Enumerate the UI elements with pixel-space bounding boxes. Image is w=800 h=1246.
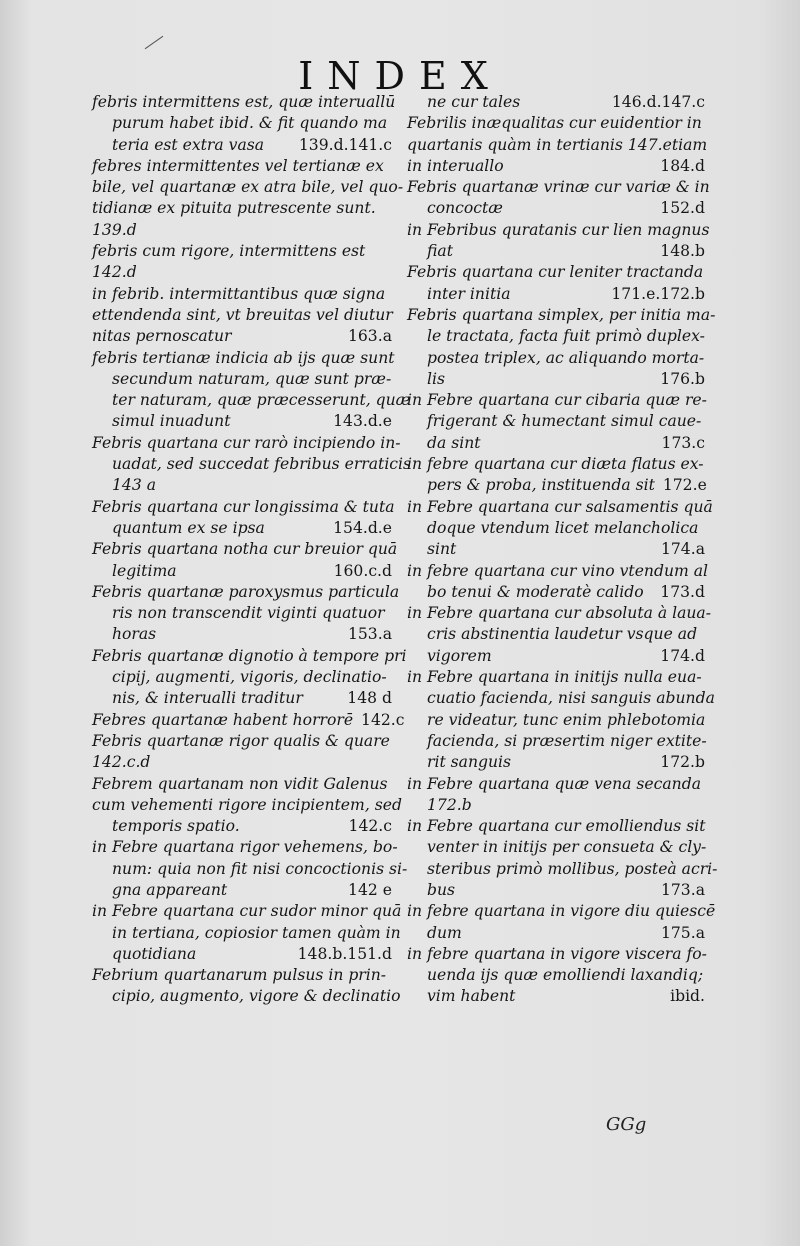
index-text: in Febre quartana cur absoluta à laua-: [407, 604, 711, 623]
index-line: [407, 837, 705, 858]
index-line: [407, 816, 705, 837]
index-text: horas: [112, 625, 157, 644]
index-line: [407, 497, 713, 518]
index-line: [92, 986, 401, 1007]
index-line: [407, 688, 715, 709]
page-reference: 171.e.172.b: [611, 284, 705, 303]
index-text: le tractata, facta fuit primò duplex-: [427, 327, 705, 346]
index-text: cipij, augmenti, vigoris, declinatio-: [112, 668, 387, 687]
index-text: ne cur tales: [427, 93, 521, 111]
page-reference: 142 e: [348, 880, 392, 899]
index-entry: [92, 433, 412, 497]
index-column-left: [92, 92, 412, 1008]
index-entry: [407, 944, 705, 1008]
index-text: steribus primò mollibus, posteà acri-: [427, 859, 718, 878]
index-line: [407, 92, 705, 113]
index-text: fiat: [427, 242, 453, 261]
index-entry: [407, 816, 718, 901]
index-line: [92, 582, 400, 603]
index-column-right: [407, 92, 718, 1008]
index-line: [407, 603, 711, 624]
index-line: [92, 539, 398, 560]
page-reference: 146.d.147.c: [611, 93, 705, 111]
index-text: inter initia: [427, 284, 511, 303]
index-line: [92, 965, 392, 986]
index-text: Febris quartana cur longissima & tuta: [92, 497, 395, 516]
index-text: febres intermittentes vel tertianæ ex: [92, 156, 384, 175]
index-line: [407, 113, 705, 134]
page-reference: 173.a: [660, 880, 705, 899]
index-text: in Febre quartana rigor vehemens, bo-: [92, 838, 398, 857]
index-line: [92, 156, 392, 177]
index-text: 139.d: [92, 220, 137, 239]
index-line: [92, 241, 392, 262]
index-text: num: quia non fit nisi concoctionis si-: [112, 859, 408, 878]
index-entry: [407, 177, 710, 220]
index-line: [407, 262, 705, 283]
index-line: [407, 156, 705, 177]
index-entry: [407, 220, 710, 263]
index-text: dum: [427, 923, 462, 942]
index-text: in febre quartana cur vino vtendum al: [407, 561, 709, 580]
index-entry: [92, 901, 402, 965]
index-line: [92, 326, 392, 347]
index-text: in Febre quartana cur salsamentis quā: [407, 497, 713, 516]
index-line: [407, 731, 705, 752]
index-line: [407, 624, 705, 645]
index-text: gna appareant: [112, 880, 228, 899]
index-line: [407, 986, 705, 1007]
index-line: [407, 454, 705, 475]
index-text: cipio, augmento, vigore & declinatio: [112, 987, 401, 1006]
index-line: [407, 795, 705, 816]
index-text: Febrium quartanarum pulsus in prin-: [92, 966, 387, 985]
index-text: pers & proba, instituenda sit: [427, 476, 655, 495]
index-line: [407, 241, 705, 262]
index-text: 142.d: [92, 263, 137, 282]
index-entry: [92, 497, 395, 540]
page-reference: 143.d.e: [333, 412, 392, 431]
index-line: [92, 411, 392, 432]
index-text: nitas pernoscatur: [92, 327, 232, 346]
index-text: venter in initijs per consueta & cly-: [427, 838, 707, 857]
index-text: in Febre quartana cur sudor minor quā: [92, 902, 402, 921]
index-line: [92, 497, 395, 518]
index-text: frigerant & humectant simul caue-: [427, 412, 702, 431]
index-line: [92, 92, 396, 113]
index-line: [407, 518, 705, 539]
index-text: rit sanguis: [427, 753, 512, 772]
index-line: [92, 348, 395, 369]
index-line: [407, 348, 705, 369]
index-text: bus: [427, 880, 456, 899]
index-line: [92, 752, 392, 773]
index-text: da sint: [427, 433, 481, 452]
index-line: [92, 667, 392, 688]
index-line: [407, 305, 716, 326]
index-text: quartanis quàm in tertianis 147.etiam: [407, 135, 708, 154]
index-text: lis: [427, 369, 445, 388]
index-text: cum vehementi rigore incipientem, sed: [92, 795, 402, 814]
index-line: [92, 177, 404, 198]
page-reference: 153.a: [347, 625, 392, 644]
index-entry: [92, 284, 392, 348]
page-reference: 184.d: [660, 156, 705, 175]
index-text: Febris quartana notha cur breuior quā: [92, 540, 398, 559]
page-reference: 172.e: [662, 476, 707, 495]
page-reference: 142.c: [348, 817, 392, 836]
index-text: in Febribus quratanis cur lien magnus: [407, 220, 710, 239]
page-reference: ibid.: [670, 987, 705, 1006]
index-entry: [407, 262, 705, 305]
index-line: [92, 603, 392, 624]
index-text: Febris quartanæ paroxysmus particula: [92, 582, 400, 601]
index-text: facienda, si præsertim niger extite-: [427, 731, 707, 750]
page-reference: 173.d: [660, 582, 705, 601]
index-text: ter naturam, quæ præcesserunt, quæ: [112, 391, 411, 410]
gathering-signature: GGg: [606, 1114, 647, 1135]
index-text: in Febre quartana cur cibaria quæ re-: [407, 391, 707, 410]
index-text: ris non transcendit viginti quatuor: [112, 604, 385, 623]
index-line: [92, 284, 392, 305]
index-line: [92, 816, 392, 837]
index-line: [407, 944, 705, 965]
index-text: Febris quartanæ rigor qualis & quare: [92, 731, 390, 750]
index-entry: [407, 454, 705, 497]
index-entry: [407, 667, 715, 773]
index-line: [92, 795, 402, 816]
index-text: sint: [427, 540, 457, 559]
index-line: [407, 198, 705, 219]
index-text: Febrilis inæqualitas cur euidentior in: [407, 114, 702, 133]
index-entry: [407, 305, 716, 390]
index-line: [407, 582, 705, 603]
page-reference: 154.d.e: [333, 518, 392, 537]
index-text: uadat, sed succedat febribus erraticis: [112, 455, 412, 474]
page-reference: 152.d: [660, 199, 705, 218]
index-line: [92, 731, 392, 752]
index-text: simul inuadunt: [112, 412, 231, 431]
index-text: febris intermittens est, quæ interuallū: [92, 93, 396, 111]
index-line: [92, 454, 412, 475]
index-line: [407, 752, 705, 773]
index-entry: [92, 731, 392, 774]
index-line: [407, 667, 705, 688]
index-text: in Febre quartana in initijs nulla eua-: [407, 668, 702, 687]
index-text: febris tertianæ indicia ab ijs quæ sunt: [92, 348, 395, 367]
index-entry: [92, 241, 392, 284]
index-line: [407, 880, 705, 901]
page-reference: 176.b: [660, 369, 705, 388]
index-text: in febre quartana cur diæta flatus ex-: [407, 455, 704, 474]
index-line: [92, 135, 392, 156]
index-line: [407, 561, 709, 582]
index-text: Febres quartanæ habent horrorē: [92, 710, 354, 729]
page-reference: 173.c: [661, 433, 705, 452]
index-text: doque vtendum licet melancholica: [427, 518, 699, 537]
index-text: in febre quartana in vigore viscera fo-: [407, 944, 707, 963]
index-entry: [92, 539, 398, 582]
index-text: 142.c.d: [92, 753, 151, 772]
index-text: in Febre quartana quæ vena secanda: [407, 774, 701, 793]
index-line: [92, 262, 392, 283]
index-line: [92, 113, 392, 134]
index-text: in febrib. intermittantibus quæ signa: [92, 284, 386, 303]
page-reference: 148.b: [660, 242, 705, 261]
index-entry: [92, 348, 411, 433]
index-text: secundum naturam, quæ sunt præ-: [112, 369, 392, 388]
index-entry: [92, 965, 401, 1008]
index-line: [92, 220, 392, 241]
index-text: vim habent: [427, 987, 516, 1006]
page-reference: 174.a: [660, 540, 705, 559]
index-entry: [407, 901, 716, 944]
index-entry: [92, 774, 402, 838]
index-line: [92, 710, 405, 731]
index-line: [92, 561, 392, 582]
index-line: [407, 390, 705, 411]
index-text: concoctæ: [427, 199, 503, 218]
index-text: legitima: [112, 561, 177, 580]
index-text: bile, vel quartanæ ex atra bile, vel quo-: [92, 178, 404, 197]
index-line: [407, 923, 705, 944]
index-line: [92, 901, 402, 922]
index-entry: [92, 837, 408, 901]
index-entry: [407, 561, 709, 604]
index-entry: [92, 582, 400, 646]
index-entry: [407, 92, 705, 113]
index-entry: [407, 497, 713, 561]
index-text: uenda ijs quæ emolliendi laxandiq;: [427, 966, 704, 985]
index-line: [407, 369, 705, 390]
index-text: cuatio facienda, nisi sanguis abunda: [427, 689, 715, 708]
index-text: quantum ex se ipsa: [112, 518, 265, 537]
index-text: re videatur, tunc enim phlebotomia: [427, 710, 706, 729]
index-text: tidianæ ex pituita putrescente sunt.: [92, 199, 376, 218]
index-text: Febris quartana cur leniter tractanda: [407, 263, 704, 282]
index-text: vigorem: [427, 646, 492, 665]
index-line: [92, 837, 398, 858]
index-text: febris cum rigore, intermittens est: [92, 242, 366, 261]
index-text: cris abstinentia laudetur vsque ad: [427, 625, 698, 644]
index-line: [407, 433, 705, 454]
pen-mark: [145, 36, 164, 49]
index-text: Febris quartanæ dignotio à tempore pri: [92, 646, 407, 665]
index-text: quotidiana: [112, 944, 197, 963]
index-entry: [407, 774, 705, 817]
index-line: [407, 284, 705, 305]
index-text: temporis spatio.: [112, 817, 240, 836]
page-reference: 148.b.151.d: [297, 944, 392, 963]
index-text: postea triplex, ac aliquando morta-: [427, 348, 705, 367]
page-reference: 142.c: [361, 710, 405, 729]
page-reference: 148 d: [347, 689, 392, 708]
index-line: [407, 710, 705, 731]
index-line: [92, 688, 392, 709]
index-line: [407, 220, 710, 241]
index-line: [407, 475, 705, 496]
index-line: [92, 923, 401, 944]
index-text: Febris quartanæ vrinæ cur variæ & in: [407, 178, 710, 197]
index-text: ettendenda sint, vt breuitas vel diutur: [92, 305, 393, 324]
index-line: [92, 518, 392, 539]
page-reference: 175.a: [660, 923, 705, 942]
index-line: [407, 965, 705, 986]
page-reference: 139.d.141.c: [298, 135, 392, 154]
index-line: [92, 944, 392, 965]
index-entry: [407, 603, 711, 667]
index-line: [407, 539, 705, 560]
index-line: [92, 774, 392, 795]
index-entry: [407, 113, 708, 177]
page-reference: 172.b: [660, 753, 705, 772]
index-text: teria est extra vasa: [112, 135, 265, 154]
page-reference: 174.d: [660, 646, 705, 665]
index-line: [92, 433, 401, 454]
page-header: INDEX: [298, 54, 502, 98]
index-entry: [407, 390, 705, 454]
index-entry: [92, 646, 407, 710]
index-text: 172.b: [427, 795, 472, 814]
index-entry: [92, 92, 396, 156]
index-text: in tertiana, copiosior tamen quàm in: [112, 923, 401, 942]
index-text: Febrem quartanam non vidit Galenus: [92, 774, 388, 793]
page-reference: 163.a: [347, 327, 392, 346]
index-text: in Febre quartana cur emolliendus sit: [407, 817, 706, 836]
index-text: bo tenui & moderatè calido: [427, 582, 644, 601]
index-line: [407, 411, 705, 432]
index-text: Febris quartana simplex, per initia ma-: [407, 305, 716, 324]
index-line: [407, 646, 705, 667]
index-line: [92, 859, 408, 880]
index-line: [92, 305, 392, 326]
index-text: purum habet ibid. & fit quando ma: [112, 114, 388, 133]
index-line: [92, 475, 392, 496]
index-line: [407, 774, 705, 795]
page-reference: 160.c.d: [333, 561, 392, 580]
index-line: [407, 326, 705, 347]
index-line: [92, 880, 392, 901]
index-text: Febris quartana cur rarò incipiendo in-: [92, 433, 401, 452]
index-line: [407, 177, 710, 198]
index-entry: [92, 156, 404, 241]
index-text: in febre quartana in vigore diu quiescē: [407, 902, 716, 921]
index-line: [92, 369, 392, 390]
index-text: nis, & interualli traditur: [112, 689, 303, 708]
index-entry: [92, 710, 405, 731]
index-line: [407, 135, 708, 156]
index-line: [92, 624, 392, 645]
index-text: in interuallo: [407, 156, 504, 175]
index-line: [407, 901, 716, 922]
index-line: [92, 198, 392, 219]
index-text: 143 a: [112, 476, 157, 495]
index-line: [407, 859, 718, 880]
index-line: [92, 646, 407, 667]
index-line: [92, 390, 411, 411]
